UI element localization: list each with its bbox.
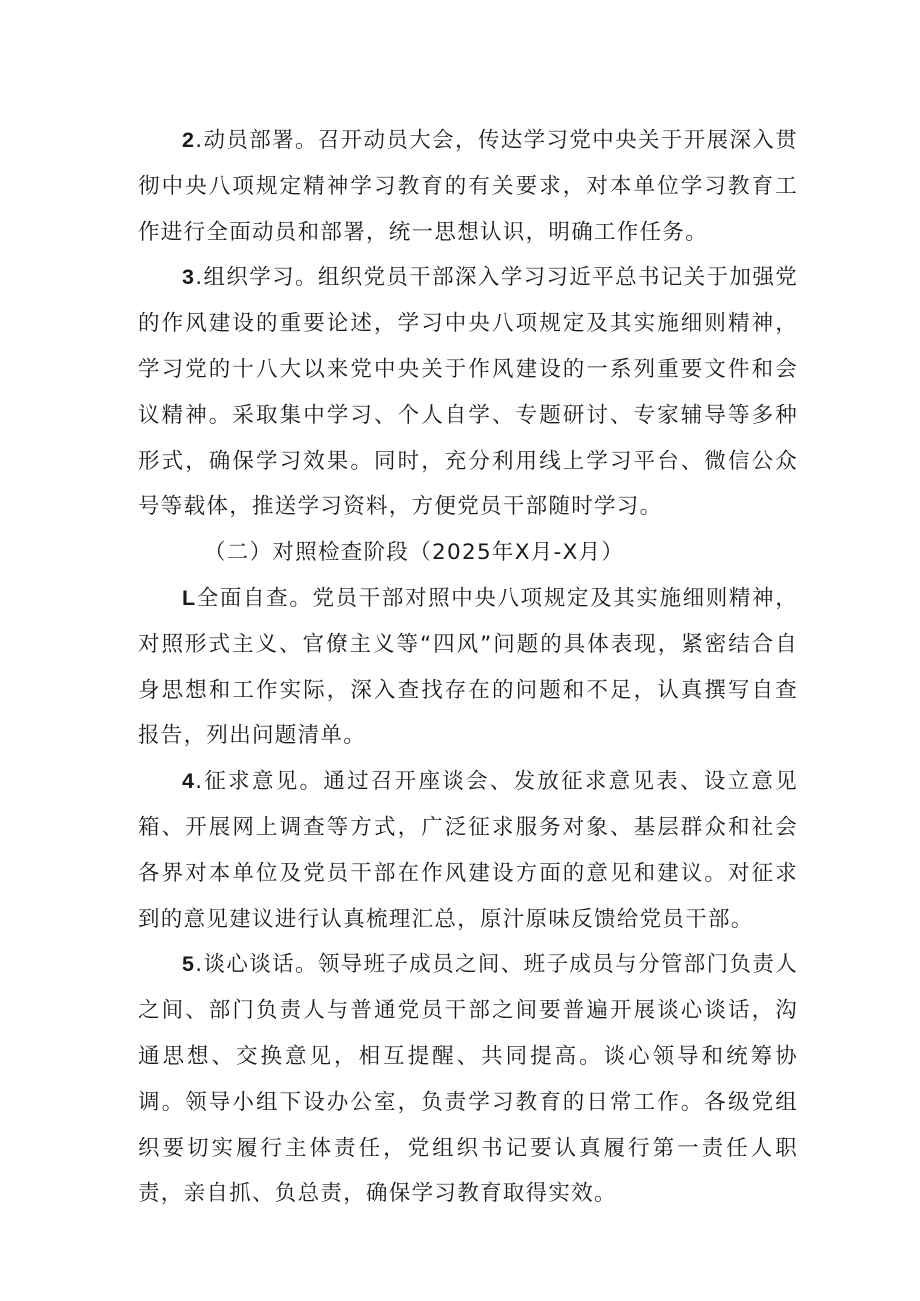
- paragraph-text: .动员部署。召开动员大会，传达学习党中央关于开展深入贯彻中央八项规定精神学习教育的有关要求，对本单位学习教育工作进行全面动员和部署，统一思想认识，明确工作任务。: [138, 128, 798, 245]
- paragraph-4-opinions: [138, 759, 798, 942]
- paragraph-2-mobilization: [138, 118, 798, 255]
- paragraph-text: 全面自查。党员干部对照中央八项规定及其实施细则精神，对照形式主义、官僚主义等“四风”问题的具体表现，紧密结合自身思想和工作实际，深入查找存在的问题和不足，认真撰写自查报告，列出问题清单。: [138, 585, 798, 749]
- paragraph-number: 5: [182, 952, 196, 977]
- paragraph-3-study: [138, 255, 798, 530]
- paragraph-number: 3: [182, 265, 196, 290]
- paragraph-text: .谈心谈话。领导班子成员之间、班子成员与分管部门负责人之间、部门负责人与普通党员干部之间要普遍开展谈心谈话，沟通思想、交换意见，相互提醒、共同提高。谈心领导和统筹协调。领导小组下设办公室，负责学习教育的日常工作。各级党组织要切实履行主体责任，党组织书记要认真履行第一责任人职责，亲自抓、负总责，确保学习教育取得实效。: [138, 952, 798, 1207]
- paragraph-text: .征求意见。通过召开座谈会、发放征求意见表、设立意见箱、开展网上调查等方式，广泛征求服务对象、基层群众和社会各界对本单位及党员干部在作风建设方面的意见和建议。对征求到的意见建议进行认真梳理汇总，原汁原味反馈给党员干部。: [138, 769, 798, 932]
- section-heading: （二）对照检查阶段（2025年X月-X月）: [204, 540, 625, 566]
- paragraph-1-self-check: [138, 576, 798, 759]
- paragraph-number: L: [182, 585, 197, 610]
- paragraph-text: .组织学习。组织党员干部深入学习习近平总书记关于加强党的作风建设的重要论述，学习中央八项规定及其实施细则精神，学习党的十八大以来党中央关于作风建设的一系列重要文件和会议精神。采取集中学习、个人自学、专题研讨、专家辅导等多种形式，确保学习效果。同时，充分利用线上学习平台、微信公众号等载体，推送学习资料，方便党员干部随时学习。: [138, 265, 798, 520]
- paragraph-5-talks: [138, 942, 798, 1217]
- paragraph-number: 2: [182, 128, 196, 152]
- paragraph-number: 4: [182, 769, 196, 794]
- document-body: [138, 118, 798, 1217]
